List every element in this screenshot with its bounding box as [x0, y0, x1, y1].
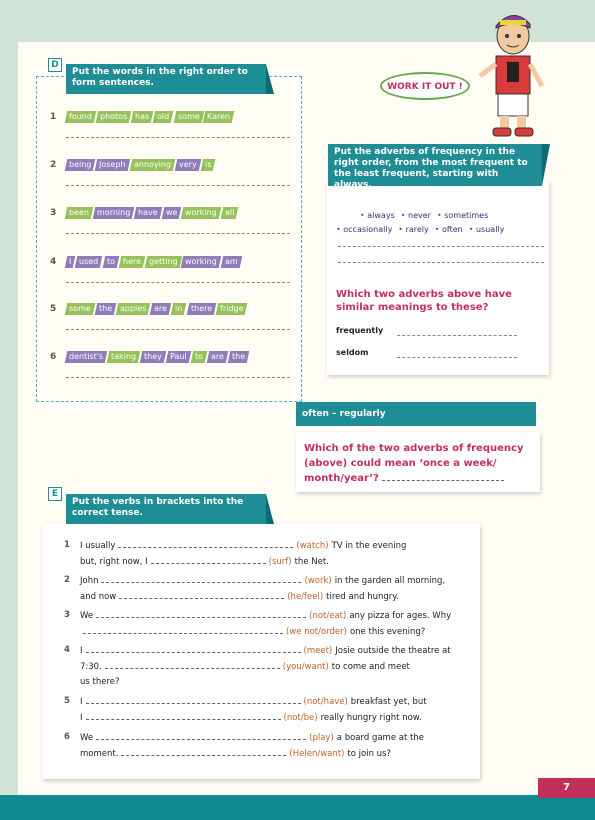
- word-chip[interactable]: [95, 159, 130, 171]
- answer-line[interactable]: [338, 246, 544, 247]
- word-chip[interactable]: [181, 207, 221, 219]
- label-seldom: seldom: [336, 348, 369, 357]
- word-chip[interactable]: [175, 159, 201, 171]
- section-e-letter: E: [48, 487, 62, 501]
- sentence-number: 4: [50, 257, 57, 267]
- exercise-text: I: [80, 697, 83, 707]
- word-chip[interactable]: [65, 111, 96, 123]
- label-frequently: frequently: [336, 326, 384, 335]
- word-chip-row: [66, 256, 241, 268]
- word-chip[interactable]: [131, 111, 154, 123]
- word-chip-row: [66, 351, 248, 363]
- word-chip[interactable]: [173, 111, 203, 123]
- exercise-text: a board game at the: [336, 733, 424, 743]
- word-chip-label: Joseph: [99, 160, 126, 169]
- exercise-item: [80, 694, 460, 726]
- adverb-word: never: [408, 211, 431, 220]
- verb-answer-blank[interactable]: [86, 710, 281, 720]
- sentence-number: 3: [50, 208, 57, 218]
- exercise-text: but, right now, I: [80, 557, 148, 567]
- exercise-text: TV in the evening: [331, 541, 407, 551]
- exercise-item: [80, 538, 460, 570]
- word-chip[interactable]: [116, 303, 151, 315]
- exercise-text: to come and meet: [331, 662, 410, 672]
- word-chip-row: [66, 207, 237, 219]
- sentence-answer-line[interactable]: [66, 329, 290, 330]
- adverb-word: sometimes: [444, 211, 489, 220]
- verb-hint: (watch): [296, 541, 329, 551]
- word-chip-row: [66, 159, 214, 171]
- exercise-line: [80, 624, 460, 640]
- word-chip[interactable]: [140, 351, 166, 363]
- word-chip-label: Karen: [207, 112, 231, 121]
- word-chip[interactable]: [153, 111, 174, 123]
- word-chip-label: here: [122, 257, 141, 266]
- adverb-word: often: [442, 225, 463, 234]
- word-chip[interactable]: [221, 207, 239, 219]
- exercise-text: moment.: [80, 749, 119, 759]
- exercise-line: [80, 538, 460, 554]
- word-chip-label: being: [69, 160, 92, 169]
- word-chip[interactable]: [190, 351, 207, 363]
- word-chip-label: have: [138, 208, 158, 217]
- adverb-word: occasionally: [343, 225, 393, 234]
- word-chip[interactable]: [186, 303, 216, 315]
- word-chip-label: found: [69, 112, 92, 121]
- similar-meaning-question: Which two adverbs above have similar meanings to these?: [336, 289, 512, 313]
- sentence-number: 1: [50, 112, 57, 122]
- bullet-icon: •: [398, 225, 406, 234]
- adverb-word: rarely: [405, 225, 429, 234]
- verb-hint: (you/want): [282, 662, 329, 672]
- exercise-line: [80, 730, 460, 746]
- answer-line[interactable]: [338, 262, 544, 263]
- page-number: 7: [538, 778, 595, 798]
- adverbs-instruction-text: Put the adverbs of frequency in the right order, from the most frequent to the least frequent, starting with always.: [334, 147, 528, 190]
- word-chip-label: dentist's: [69, 352, 104, 361]
- work-it-out-bubble: WORK IT OUT !: [380, 72, 470, 100]
- word-chip[interactable]: [181, 256, 221, 268]
- verb-answer-blank[interactable]: [86, 643, 301, 653]
- word-chip-row: [66, 303, 246, 315]
- exercise-text: We: [80, 733, 94, 743]
- word-chip[interactable]: [200, 159, 215, 171]
- word-chip-label: has: [135, 112, 150, 121]
- word-chip-label: are: [154, 304, 168, 313]
- verb-hint: (he/feel): [287, 592, 324, 602]
- verb-hint: (meet): [303, 646, 333, 656]
- word-chip-label: very: [178, 160, 197, 169]
- sentence-number: 5: [50, 304, 57, 314]
- adverb-list-line-1: [360, 211, 494, 220]
- boy-illustration-icon: [478, 6, 548, 141]
- seldom-answer-line[interactable]: [397, 357, 517, 358]
- section-e-instruction: Put the verbs in brackets into the correct tense.: [66, 494, 266, 524]
- bullet-icon: •: [436, 211, 445, 220]
- exercise-text: Josie outside the theatre at: [335, 646, 451, 656]
- word-chip[interactable]: [75, 256, 103, 268]
- exercise-text: I: [80, 646, 83, 656]
- word-chip-label: fridge: [219, 304, 244, 313]
- exercise-number: 2: [64, 575, 70, 585]
- word-chip-label: they: [144, 352, 163, 361]
- word-chip[interactable]: [93, 207, 135, 219]
- bullet-icon: •: [434, 225, 443, 234]
- verb-hint: (Helen/want): [289, 749, 345, 759]
- word-chip-label: there: [190, 304, 212, 313]
- adverbs-example: often – regularly: [296, 402, 536, 426]
- exercise-text: I usually: [80, 541, 116, 551]
- exercise-text: John: [80, 576, 99, 586]
- word-chip[interactable]: [215, 303, 247, 315]
- exercise-text: tired and hungry.: [326, 592, 399, 602]
- word-chip[interactable]: [203, 111, 235, 123]
- verb-hint: (we not/order): [286, 627, 347, 637]
- frequency-answer-line[interactable]: [382, 471, 504, 481]
- word-chip[interactable]: [96, 111, 132, 123]
- word-chip-label: is: [204, 160, 211, 169]
- verb-answer-blank[interactable]: [151, 554, 266, 564]
- word-chip[interactable]: [65, 351, 108, 363]
- exercise-line: [80, 589, 460, 605]
- word-chip[interactable]: [107, 351, 141, 363]
- adverb-word: usually: [475, 225, 505, 234]
- exercise-text: breakfast yet, but: [350, 697, 427, 707]
- adverb-list-line-2: [336, 225, 510, 234]
- section-d-letter: D: [48, 58, 62, 72]
- sentence-number: 2: [50, 160, 57, 170]
- verb-answer-blank[interactable]: [86, 694, 301, 704]
- exercise-text: and now: [80, 592, 117, 602]
- adverbs-instruction: [328, 144, 542, 190]
- word-chip[interactable]: [150, 303, 171, 315]
- exercise-text: We: [80, 611, 94, 621]
- exercise-line: [80, 573, 460, 589]
- word-chip[interactable]: [171, 303, 187, 315]
- word-chip[interactable]: [162, 207, 182, 219]
- exercise-line: [80, 554, 460, 570]
- exercise-number: 5: [64, 696, 70, 706]
- word-chip[interactable]: [206, 351, 227, 363]
- exercise-number: 4: [64, 645, 70, 655]
- word-chip-row: [66, 111, 233, 123]
- word-chip-label: apples: [119, 304, 147, 313]
- word-chip-label: all: [225, 208, 235, 217]
- verb-hint: (not/have): [303, 697, 348, 707]
- frequency-question: [304, 441, 536, 486]
- exercise-text: to join us?: [347, 749, 391, 759]
- verb-hint: (surf): [268, 557, 292, 567]
- exercise-text: the Net.: [294, 557, 329, 567]
- word-chip[interactable]: [134, 207, 162, 219]
- exercise-line: [80, 608, 460, 624]
- exercise-text: any pizza for ages. Why: [349, 611, 452, 621]
- verb-answer-blank[interactable]: [101, 573, 301, 583]
- bullet-icon: •: [360, 211, 368, 220]
- word-chip-label: morning: [97, 208, 131, 217]
- word-chip-label: the: [98, 304, 112, 313]
- verb-hint: (not/be): [283, 713, 318, 723]
- exercise-number: 1: [64, 540, 70, 550]
- word-chip[interactable]: [227, 351, 249, 363]
- verb-answer-blank[interactable]: [96, 608, 306, 618]
- exercise-item: [80, 573, 460, 605]
- word-chip[interactable]: [65, 303, 95, 315]
- word-chip[interactable]: [118, 256, 145, 268]
- frequency-question-text: Which of the two adverbs of frequency (above) could mean ‘once a week/ month/year’?: [304, 443, 524, 484]
- verb-answer-blank[interactable]: [119, 589, 284, 599]
- sentence-number: 6: [50, 352, 57, 362]
- exercise-text: us there?: [80, 677, 120, 687]
- verb-answer-blank[interactable]: [121, 746, 286, 756]
- verb-hint: (work): [304, 576, 332, 586]
- bullet-icon: •: [336, 225, 344, 234]
- sentence-answer-line[interactable]: [66, 282, 290, 283]
- word-chip-label: annoying: [133, 160, 171, 169]
- word-chip-label: to: [194, 352, 203, 361]
- exercise-text: I: [80, 713, 83, 723]
- word-chip-label: some: [177, 112, 200, 121]
- word-chip-label: we: [165, 208, 178, 217]
- word-chip-label: old: [157, 112, 170, 121]
- adverb-word: always: [367, 211, 395, 220]
- bullet-icon: •: [468, 225, 476, 234]
- word-chip-label: some: [69, 304, 91, 313]
- word-chip-label: working: [185, 208, 218, 217]
- word-chip-label: are: [210, 352, 224, 361]
- word-chip[interactable]: [130, 159, 176, 171]
- exercise-line: [80, 643, 460, 659]
- exercise-text: 7:30.: [80, 662, 102, 672]
- exercise-text: really hungry right now.: [320, 713, 422, 723]
- exercise-text: one this evening?: [349, 627, 426, 637]
- word-chip-label: Paul: [170, 352, 187, 361]
- word-chip-label: taking: [111, 352, 137, 361]
- word-chip-label: used: [79, 257, 99, 266]
- sentence-answer-line[interactable]: [66, 377, 290, 378]
- word-chip[interactable]: [65, 159, 96, 171]
- exercise-item: [80, 730, 460, 762]
- footer-band: [0, 795, 595, 820]
- exercise-item: [80, 608, 460, 640]
- word-chip-label: getting: [148, 257, 178, 266]
- exercise-text: in the garden all morning,: [334, 576, 446, 586]
- word-chip[interactable]: [95, 303, 117, 315]
- section-d-instruction: Put the words in the right order to form sentences.: [66, 64, 266, 94]
- word-chip-label: I: [69, 257, 72, 266]
- verb-hint: (not/eat): [309, 611, 347, 621]
- word-chip-label: working: [185, 257, 218, 266]
- verb-answer-blank[interactable]: [83, 624, 283, 634]
- exercise-item: [80, 643, 460, 690]
- word-chip-label: been: [69, 208, 89, 217]
- adverbs-card: [327, 180, 549, 375]
- verb-answer-blank[interactable]: [118, 538, 293, 548]
- verb-hint: (play): [309, 733, 334, 743]
- exercise-number: 6: [64, 732, 70, 742]
- word-chip-label: am: [225, 257, 238, 266]
- sentence-answer-line[interactable]: [66, 233, 290, 234]
- word-chip-label: in: [175, 304, 183, 313]
- word-chip-label: photos: [99, 112, 128, 121]
- verb-answer-blank[interactable]: [105, 659, 280, 669]
- exercise-line: [80, 694, 460, 710]
- verb-answer-blank[interactable]: [96, 730, 306, 740]
- word-chip[interactable]: [221, 256, 242, 268]
- word-chip[interactable]: [166, 351, 191, 363]
- exercise-line: [80, 659, 460, 675]
- word-chip[interactable]: [102, 256, 119, 268]
- word-chip-label: to: [106, 257, 115, 266]
- frequently-answer-line[interactable]: [397, 335, 517, 336]
- exercise-line: [80, 710, 460, 726]
- sentence-answer-line[interactable]: [66, 185, 290, 186]
- word-chip[interactable]: [144, 256, 181, 268]
- exercise-number: 3: [64, 610, 70, 620]
- sentence-answer-line[interactable]: [66, 137, 290, 138]
- word-chip-label: the: [231, 352, 245, 361]
- bullet-icon: •: [400, 211, 409, 220]
- word-chip[interactable]: [65, 207, 94, 219]
- exercise-line: [80, 746, 460, 762]
